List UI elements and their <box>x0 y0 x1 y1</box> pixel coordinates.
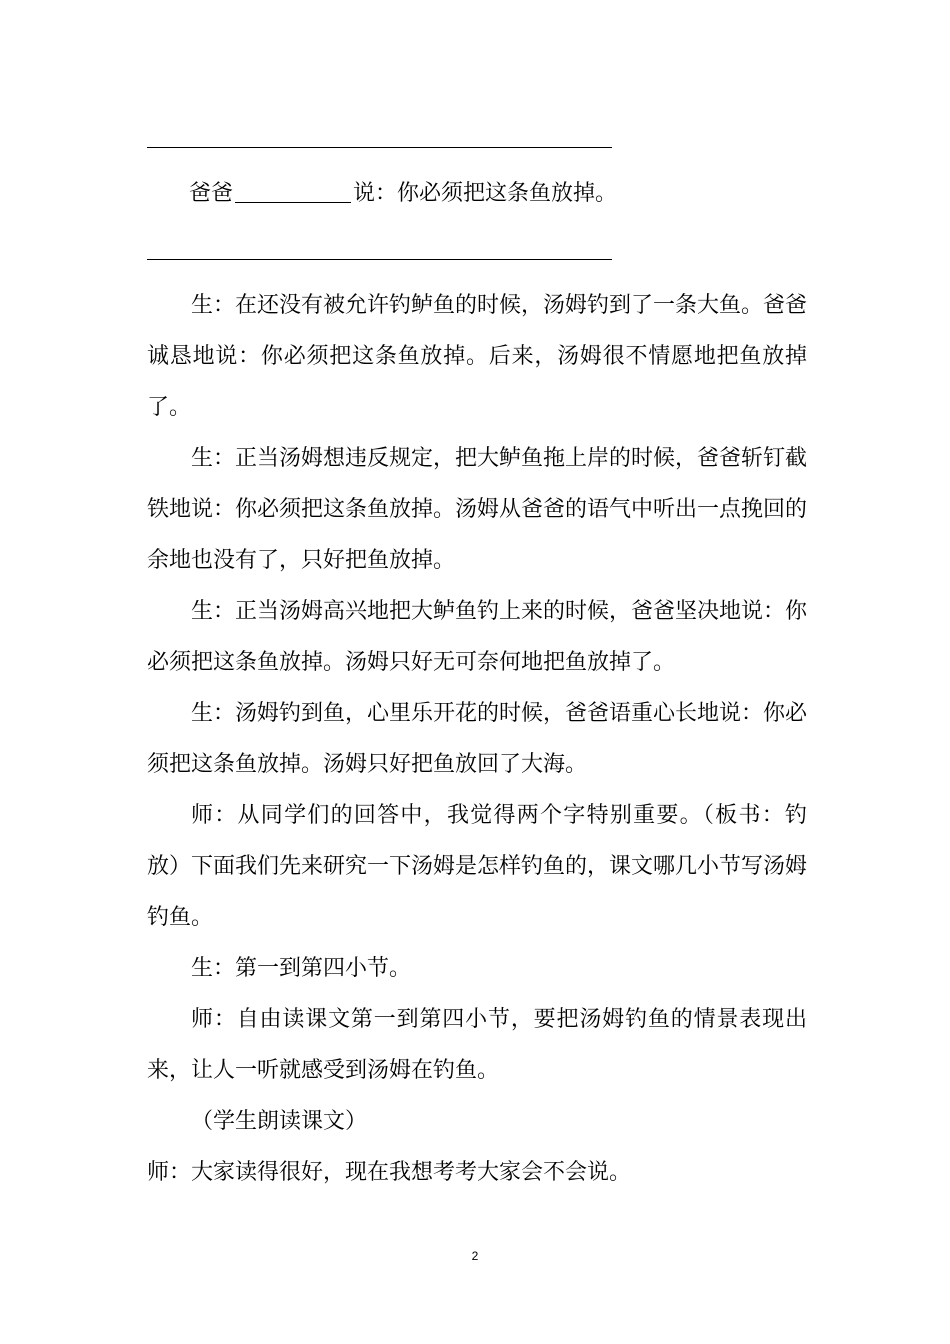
fill-in-sentence <box>189 176 617 212</box>
paragraph-student-answer-1: 生：在还没有被允许钓鲈鱼的时候，汤姆钓到了一条大鱼。爸爸诚恳地说：你必须把这条鱼放掉。后来，汤姆很不情愿地把鱼放掉了。 <box>147 293 808 420</box>
answer-line-top <box>147 147 612 148</box>
paragraph-student-answer-4: 生：汤姆钓到鱼，心里乐开花的时候，爸爸语重心长地说：你必须把这条鱼放掉。汤姆只好把鱼放回了大海。 <box>147 701 808 777</box>
paragraph-student-answer-5: 生：第一到第四小节。 <box>191 956 412 981</box>
fill-in-prefix: 爸爸 <box>189 181 234 206</box>
fill-in-blank <box>235 180 351 203</box>
paragraph-teacher-1: 师：从同学们的回答中，我觉得两个字特别重要。（板书：钓放）下面我们先来研究一下汤姆是怎样钓鱼的，课文哪几小节写汤姆钓鱼。 <box>147 803 808 930</box>
paragraph-student-answer-3: 生：正当汤姆高兴地把大鲈鱼钓上来的时候，爸爸坚决地说：你必须把这条鱼放掉。汤姆只好无可奈何地把鱼放掉了。 <box>147 599 808 675</box>
paragraph-teacher-3: 师：大家读得很好，现在我想考考大家会不会说。 <box>147 1160 632 1185</box>
paragraph-stage-direction: （学生朗读课文） <box>191 1109 368 1134</box>
paragraph-student-answer-2: 生：正当汤姆想违反规定，把大鲈鱼拖上岸的时候，爸爸斩钉截铁地说：你必须把这条鱼放掉。汤姆从爸爸的语气中听出一点挽回的余地也没有了，只好把鱼放掉。 <box>147 446 808 573</box>
paragraph-teacher-2: 师：自由读课文第一到第四小节，要把汤姆钓鱼的情景表现出来，让人一听就感受到汤姆在钓鱼。 <box>147 1007 807 1083</box>
fill-in-suffix: 说：你必须把这条鱼放掉。 <box>353 181 618 206</box>
answer-line-bottom <box>147 259 612 260</box>
page-number: 2 <box>471 1249 479 1263</box>
